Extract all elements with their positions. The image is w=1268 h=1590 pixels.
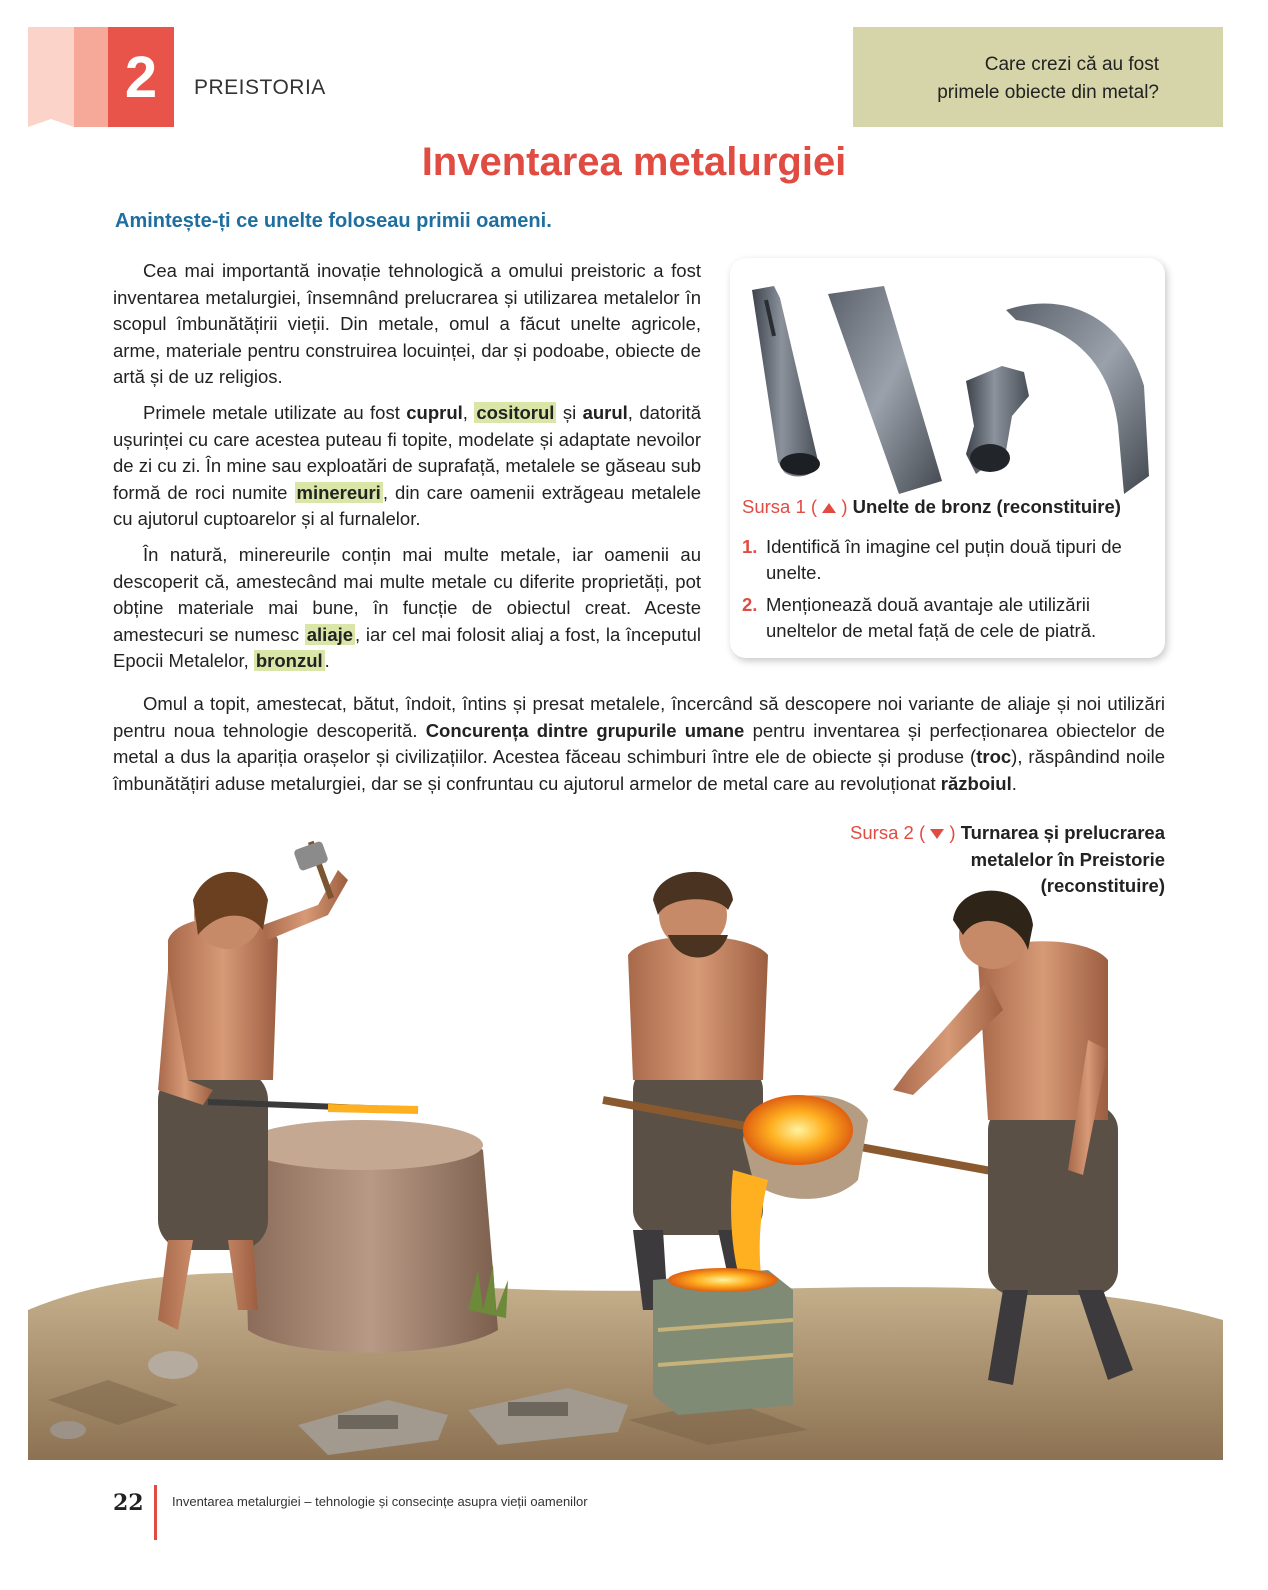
chapter-tab-stripes xyxy=(28,27,108,127)
page-title: Inventarea metalurgiei xyxy=(421,140,847,184)
bronze-tools-image xyxy=(744,276,1154,501)
text: . xyxy=(324,650,330,671)
source-2-label-open: Sursa 2 ( xyxy=(850,822,926,843)
term-troc: troc xyxy=(976,746,1012,767)
source-2-title-line-1: Turnarea și prelucrarea xyxy=(960,822,1165,843)
source-1-label-close: ) xyxy=(841,496,848,517)
metalworking-scene-illustration xyxy=(28,840,1223,1460)
source-1-card xyxy=(730,258,1165,658)
chapter-label: PREISTORIA xyxy=(194,76,326,99)
source-2-caption xyxy=(780,820,1165,900)
source-1-title: Unelte de bronz (reconstituire) xyxy=(852,496,1121,517)
paragraph-3 xyxy=(113,542,701,675)
text: și xyxy=(556,402,583,423)
text: , xyxy=(462,402,475,423)
paragraph-4 xyxy=(113,691,1165,797)
term-razboiul: războiul xyxy=(940,772,1012,794)
chapter-number: 2 xyxy=(108,27,174,127)
arrow-down-icon xyxy=(930,829,944,839)
text: , din care oamenii extrăgeau metalele cu ajutorul cuptoarelor și al furnalelor. xyxy=(113,481,701,529)
question-text: Identifică în imagine cel puțin două tipuri de unelte. xyxy=(766,536,1122,583)
glossary-term-aliaje: aliaje xyxy=(306,623,354,645)
question-number: 2. xyxy=(742,594,758,615)
text: În natură, minereurile conțin mai multe metale, iar oamenii au descoperit că, amestecând mai multe metale cu diferite proprietăți, pot obține materiale mai bune, în funcție de obiectul creat. Aceste amestecuri se numesc xyxy=(113,544,701,645)
term-aurul: aurul xyxy=(582,402,628,423)
glossary-term-minereuri: minereuri xyxy=(296,481,381,503)
term-concurenta: Concurența dintre grupurile umane xyxy=(425,719,745,741)
text: Omul a topit, amestecat, bătut, îndoit, întins și presat metalele, încercând să descopere noi variante de aliaje și noi utilizări pentru noua tehnologie descoperită. xyxy=(113,693,1165,741)
question-line-1: Care crezi că au fost xyxy=(984,54,1159,75)
text: . xyxy=(1011,772,1017,794)
paragraph-2 xyxy=(113,400,701,533)
question-number: 1. xyxy=(742,536,758,557)
remember-prompt: Amintește-ți ce unelte foloseau primii oameni. xyxy=(115,210,552,232)
question-item xyxy=(742,592,1154,644)
text: Primele metale utilizate au fost xyxy=(143,402,407,423)
glossary-term-bronzul: bronzul xyxy=(255,650,323,671)
footer-divider xyxy=(154,1485,157,1540)
source-1-caption xyxy=(742,496,1162,518)
source-2-title-line-2: metalelor în Preistorie xyxy=(970,848,1165,870)
arrow-up-icon xyxy=(822,503,836,513)
text: , iar cel mai folosit aliaj a fost, la începutul Epocii Metalelor, xyxy=(113,623,701,671)
paragraph-1: Cea mai importantă inovație tehnologică a omului preistoric a fost inventarea metalurgiei, însemnând prelucrarea și utilizarea metalelor în scopul îmbunătățirii vieții. Din metale, omul a făcut unelte agricole, arme, materiale pentru construirea locuinței, dar și podoabe, obiecte de artă și de uz religios. xyxy=(113,260,701,387)
source-1-label-open: Sursa 1 ( xyxy=(742,496,818,517)
glossary-term-cositorul: cositorul xyxy=(476,402,555,423)
source-2-label-close: ) xyxy=(949,822,956,843)
question-item xyxy=(742,534,1154,586)
term-cuprul: cuprul xyxy=(406,402,463,423)
page-number: 22 xyxy=(113,1490,144,1516)
text: , datorită ușurinței cu care acestea puteau fi topite, modelate și adaptate nevoilor de zi cu zi. În mine sau exploatări de suprafață, metalele se găseau sub formă de roci numite xyxy=(113,402,702,503)
source-2-line-1 xyxy=(780,820,1165,847)
question-line-2: primele obiecte din metal? xyxy=(937,82,1159,103)
question-box xyxy=(853,27,1223,127)
footer-text: Inventarea metalurgiei – tehnologie și consecințe asupra vieții oamenilor xyxy=(172,1494,588,1509)
text: ), răspândind noile îmbunătățiri aduse metalurgiei, dar se și confruntau cu ajutorul armelor de metal care au revoluționat xyxy=(113,746,1165,794)
text: pentru inventarea și perfecționarea obiectelor de metal a dus la apariția orașelor și civilizațiilor. Acestea făceau schimburi între ele de obiecte și produse ( xyxy=(113,719,1165,767)
source-2-title-line-3: (reconstituire) xyxy=(1040,875,1165,896)
question-text: Menționează două avantaje ale utilizării uneltelor de metal față de cele de piatră. xyxy=(766,594,1097,641)
question-list xyxy=(742,534,1154,650)
